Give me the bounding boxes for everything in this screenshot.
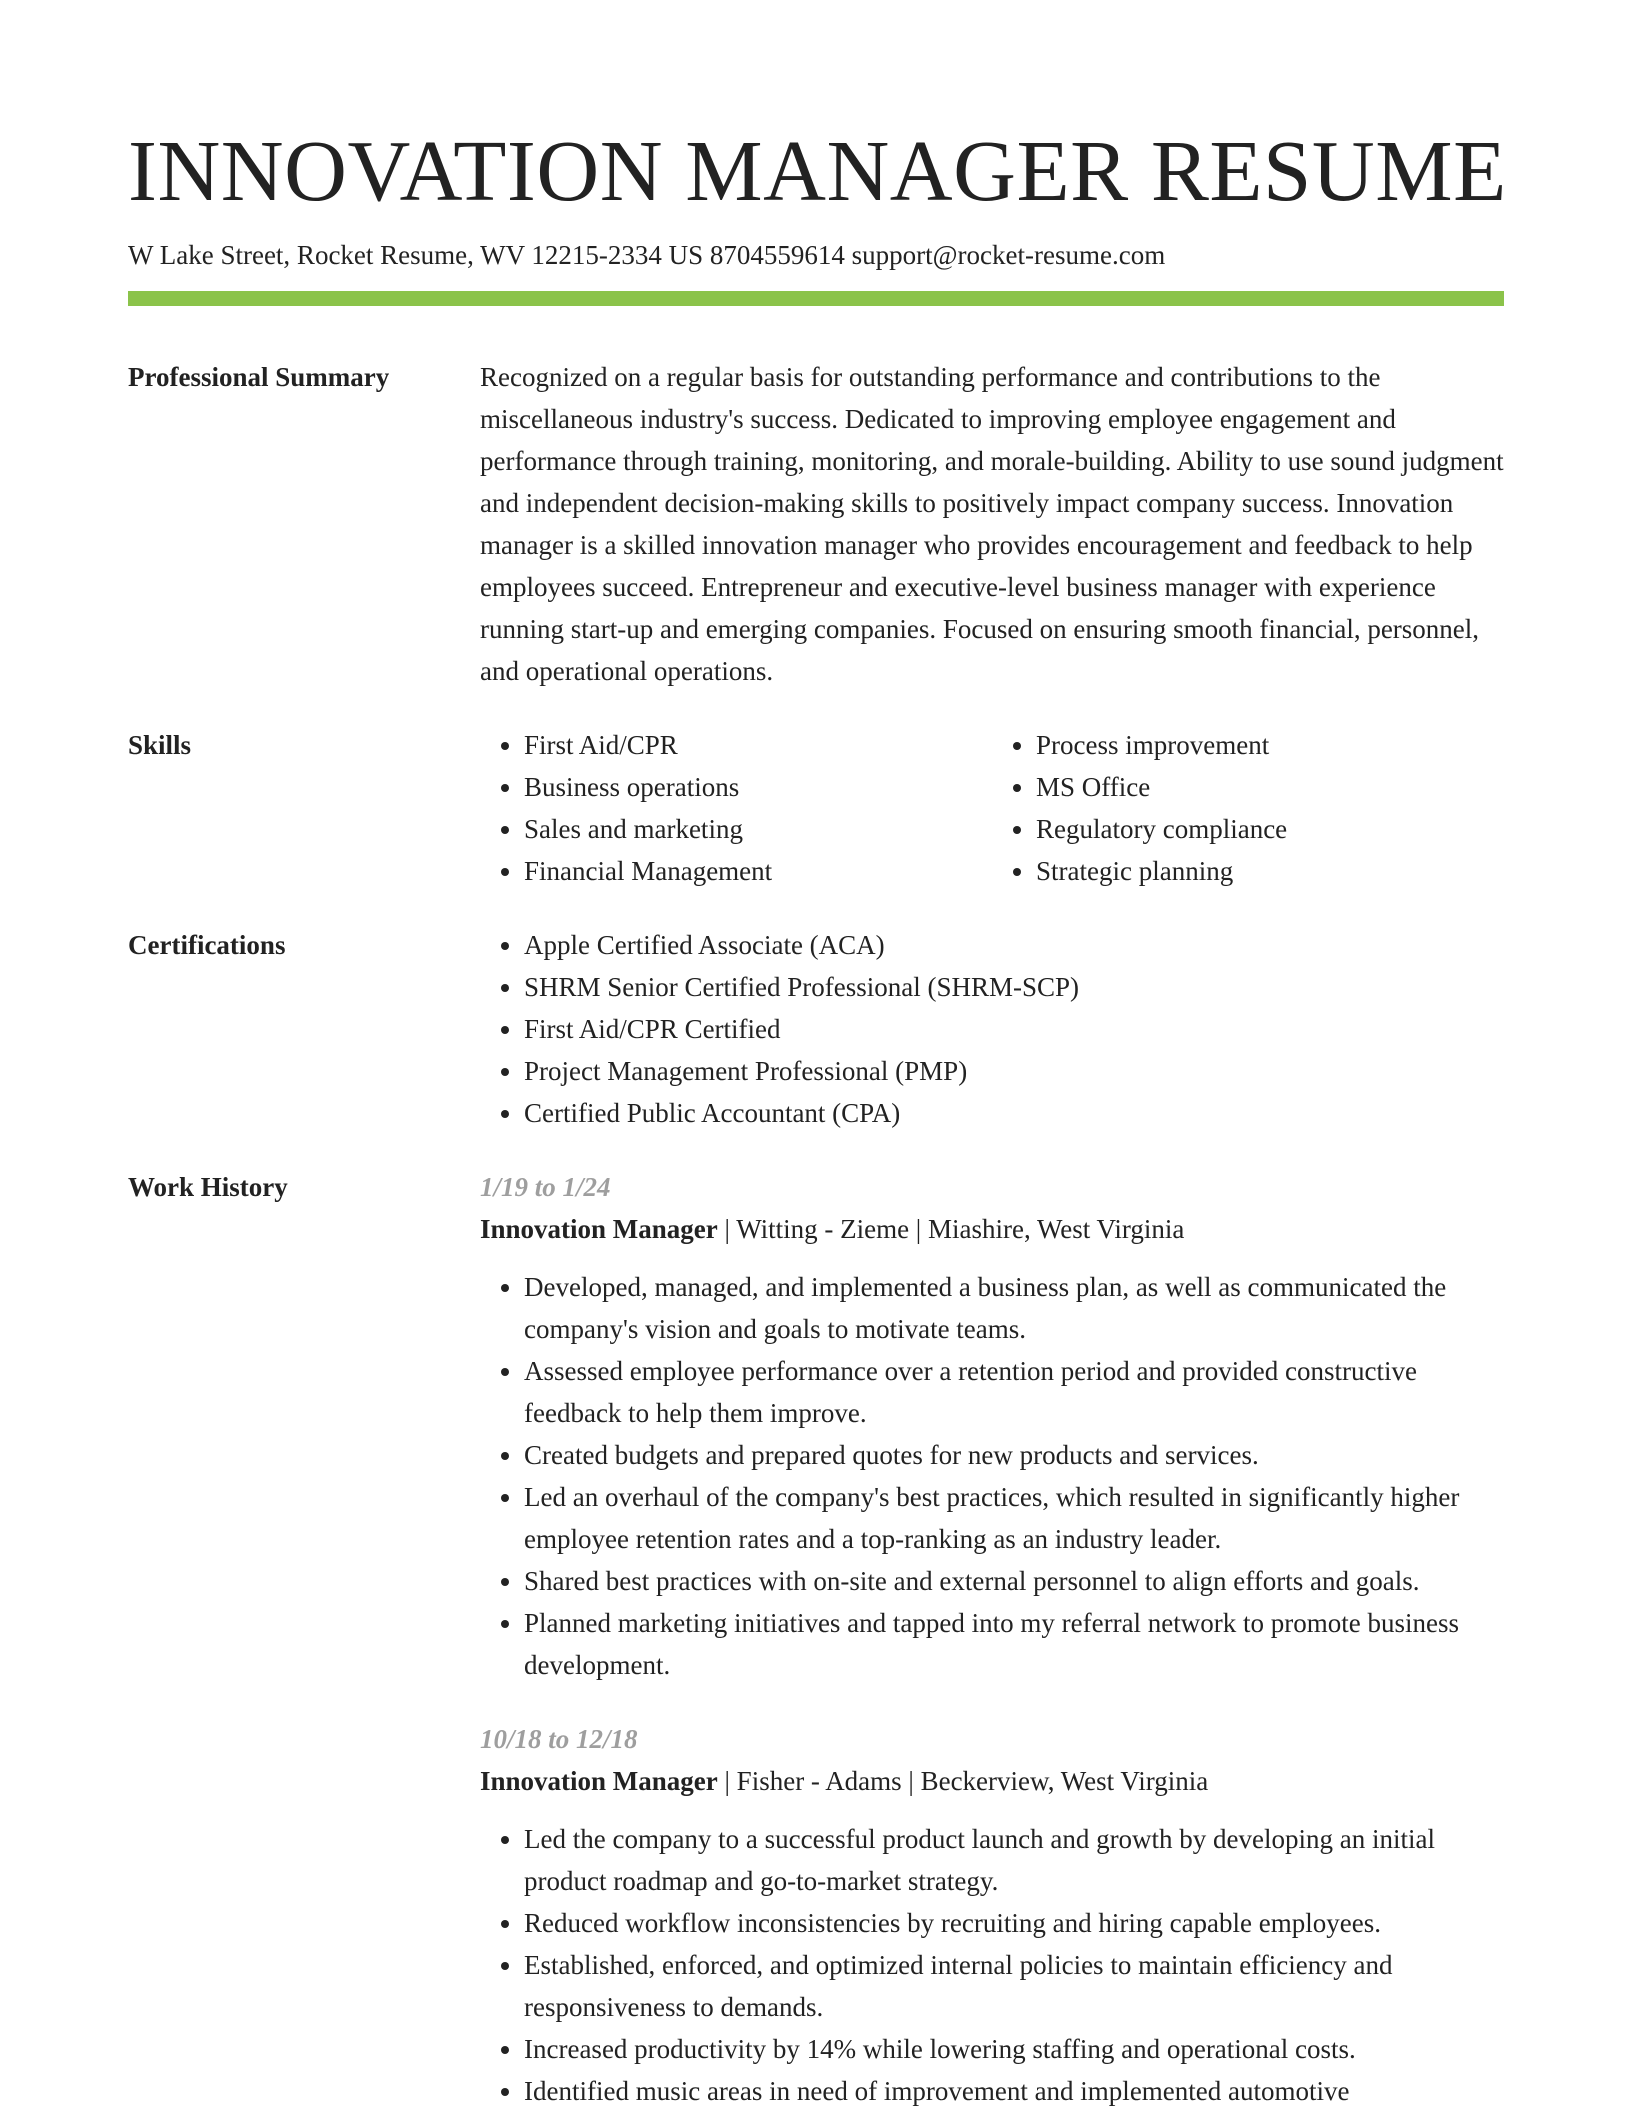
skill-item: • Business operations: [524, 766, 992, 808]
contact-phone: 8704559614: [709, 240, 845, 270]
contact-email: support@rocket-resume.com: [851, 240, 1166, 270]
skills-list-left: [480, 724, 992, 892]
certification-item: • Project Management Professional (PMP): [524, 1050, 1504, 1092]
certifications-section: [128, 924, 1504, 1134]
job-bullet: • Identified music areas in need of improvement and implemented automotive: [524, 2070, 1504, 2112]
certification-item: • Apple Certified Associate (ACA): [524, 924, 1504, 966]
job-bullet: • Shared best practices with on-site and external personnel to align efforts and goals.: [524, 1560, 1504, 1602]
job-entry: [480, 1718, 1504, 2112]
section-heading-certifications: Certifications: [128, 930, 286, 960]
skill-item: • Sales and marketing: [524, 808, 992, 850]
job-bullet: • Led the company to a successful product launch and growth by developing an initial product roadmap and go-to-market strategy.: [524, 1818, 1504, 1902]
professional-summary-section: [128, 356, 1504, 692]
job-bullets: [480, 1266, 1504, 1686]
certification-item: • First Aid/CPR Certified: [524, 1008, 1504, 1050]
job-bullet: • Established, enforced, and optimized internal policies to maintain efficiency and responsiveness to demands.: [524, 1944, 1504, 2028]
certification-item: • SHRM Senior Certified Professional (SHRM-SCP): [524, 966, 1504, 1008]
work-history-section: [128, 1166, 1504, 2112]
job-bullet: • Created budgets and prepared quotes for new products and services.: [524, 1434, 1504, 1476]
skill-item: • First Aid/CPR: [524, 724, 992, 766]
skills-list-right: [992, 724, 1504, 892]
resume-title: INNOVATION MANAGER RESUME: [128, 122, 1507, 219]
contact-address: W Lake Street, Rocket Resume, WV 12215-2334 US: [128, 240, 704, 270]
certifications-list: [480, 924, 1504, 1134]
section-heading-skills: Skills: [128, 730, 192, 760]
job-bullet: • Planned marketing initiatives and tapped into my referral network to promote business development.: [524, 1602, 1504, 1686]
job-dates: 1/19 to 1/24: [480, 1172, 611, 1202]
header-divider: [128, 291, 1504, 306]
resume-page: [128, 0, 1507, 2112]
skill-item: • Strategic planning: [1036, 850, 1504, 892]
skill-item: • Process improvement: [1036, 724, 1504, 766]
skills-section: [128, 724, 1504, 892]
job-bullet: • Developed, managed, and implemented a business plan, as well as communicated the company's vision and goals to motivate teams.: [524, 1266, 1504, 1350]
skills-grid: [480, 724, 1504, 892]
summary-text: Recognized on a regular basis for outstanding performance and contributions to the miscellaneous industry's success. Dedicated to improving employee engagement and performance through training, monitoring, and morale-building. Ability to use sound judgment and independent decision-making skills to positively impact company success. Innovation manager is a skilled innovation manager who provides encouragement and feedback to help employees succeed. Entrepreneur and executive-level business manager with experience running start-up and emerging companies. Focused on ensuring smooth financial, personnel, and operational operations.: [480, 362, 1504, 686]
job-heading: [480, 1208, 1504, 1250]
job-bullet: • Led an overhaul of the company's best practices, which resulted in significantly higher employee retention rates and a top-ranking as an industry leader.: [524, 1476, 1504, 1560]
job-bullets: [480, 1818, 1504, 2112]
section-heading-summary: Professional Summary: [128, 362, 390, 392]
skill-item: • Regulatory compliance: [1036, 808, 1504, 850]
job-bullet: • Increased productivity by 14% while lowering staffing and operational costs.: [524, 2028, 1504, 2070]
job-employer-location: | Fisher - Adams | Beckerview, West Virginia: [717, 1766, 1209, 1796]
job-entry: [480, 1166, 1504, 1686]
job-title: Innovation Manager: [480, 1766, 718, 1796]
job-heading: [480, 1760, 1504, 1802]
section-heading-work-history: Work History: [128, 1172, 288, 1202]
contact-line: [128, 238, 1504, 272]
certifications-body: [480, 924, 1504, 1134]
job-bullet: • Assessed employee performance over a retention period and provided constructive feedback to help them improve.: [524, 1350, 1504, 1434]
certification-item: • Certified Public Accountant (CPA): [524, 1092, 1504, 1134]
skill-item: • MS Office: [1036, 766, 1504, 808]
work-history-body: [480, 1166, 1504, 2112]
skill-item: • Financial Management: [524, 850, 992, 892]
job-dates: 10/18 to 12/18: [480, 1724, 638, 1754]
job-bullet: • Reduced workflow inconsistencies by recruiting and hiring capable employees.: [524, 1902, 1504, 1944]
job-employer-location: | Witting - Zieme | Miashire, West Virginia: [717, 1214, 1185, 1244]
job-title: Innovation Manager: [480, 1214, 718, 1244]
summary-body: [480, 356, 1504, 692]
